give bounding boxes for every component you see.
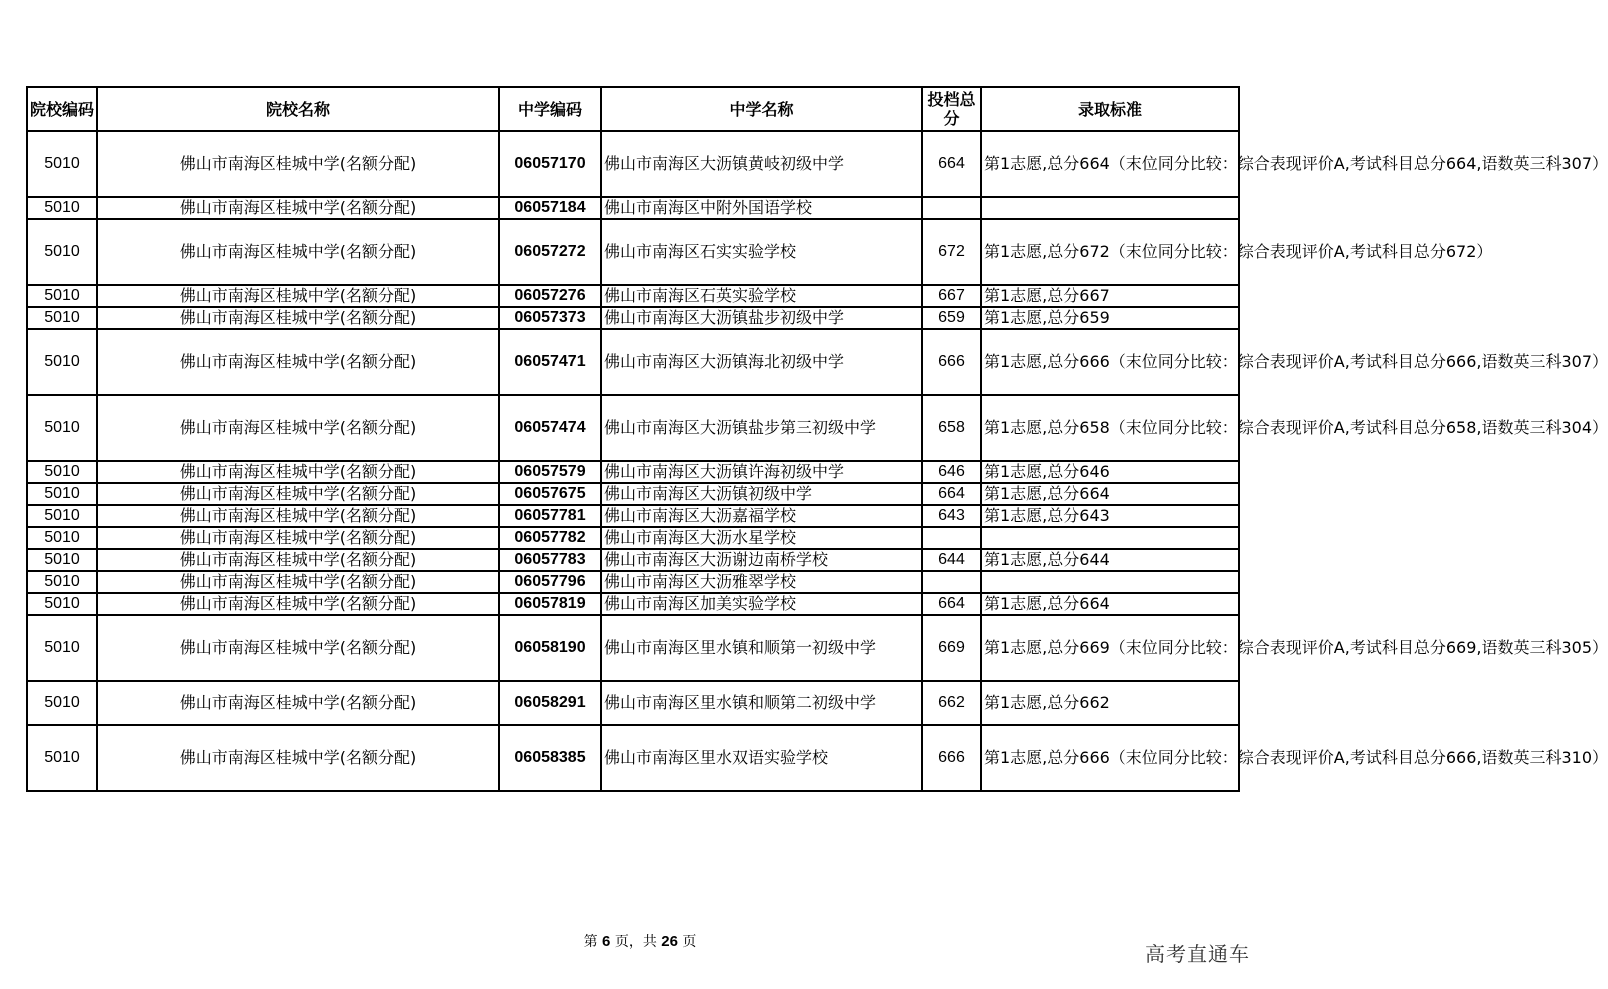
header-middle-code: 中学编码 [499,87,601,131]
table-row [27,395,1239,461]
cell-middle-code: 06057474 [499,395,601,461]
cell-total-score: 664 [922,593,981,615]
cell-college-name: 佛山市南海区桂城中学(名额分配) [97,725,499,791]
cell-standard: 第1志愿,总分666（末位同分比较：综合表现评价A,考试科目总分666,语数英三科310） [981,725,1239,791]
cell-middle-code: 06057781 [499,505,601,527]
cell-middle-name: 佛山市南海区里水镇和顺第二初级中学 [601,681,922,725]
footer-current-page: 6 [602,933,611,950]
cell-middle-code: 06058190 [499,615,601,681]
cell-middle-code: 06057471 [499,329,601,395]
table-row [27,483,1239,505]
cell-middle-name: 佛山市南海区大沥镇黄岐初级中学 [601,131,922,197]
cell-college-code: 5010 [27,549,97,571]
cell-college-name: 佛山市南海区桂城中学(名额分配) [97,285,499,307]
cell-middle-name: 佛山市南海区大沥嘉福学校 [601,505,922,527]
footer-total-pages: 26 [661,933,678,950]
cell-standard: 第1志愿,总分658（末位同分比较：综合表现评价A,考试科目总分658,语数英三科304） [981,395,1239,461]
cell-college-code: 5010 [27,571,97,593]
cell-middle-code: 06057170 [499,131,601,197]
table-row [27,505,1239,527]
cell-middle-name: 佛山市南海区里水镇和顺第一初级中学 [601,615,922,681]
cell-middle-name: 佛山市南海区石实实验学校 [601,219,922,285]
table-row [27,329,1239,395]
cell-total-score: 669 [922,615,981,681]
cell-standard [981,197,1239,219]
footer-middle: 页，共 [610,934,662,950]
cell-college-name: 佛山市南海区桂城中学(名额分配) [97,329,499,395]
cell-total-score: 659 [922,307,981,329]
cell-standard: 第1志愿,总分644 [981,549,1239,571]
cell-standard: 第1志愿,总分664（末位同分比较：综合表现评价A,考试科目总分664,语数英三科307） [981,131,1239,197]
cell-total-score: 672 [922,219,981,285]
cell-middle-code: 06057782 [499,527,601,549]
cell-college-code: 5010 [27,285,97,307]
cell-middle-name: 佛山市南海区大沥镇盐步第三初级中学 [601,395,922,461]
cell-middle-name: 佛山市南海区大沥水星学校 [601,527,922,549]
cell-total-score: 662 [922,681,981,725]
footer-prefix: 第 [583,934,603,950]
cell-college-name: 佛山市南海区桂城中学(名额分配) [97,505,499,527]
cell-standard: 第1志愿,总分646 [981,461,1239,483]
cell-college-code: 5010 [27,615,97,681]
cell-college-name: 佛山市南海区桂城中学(名额分配) [97,307,499,329]
cell-college-name: 佛山市南海区桂城中学(名额分配) [97,219,499,285]
header-standard: 录取标准 [981,87,1239,131]
cell-total-score: 644 [922,549,981,571]
cell-standard: 第1志愿,总分667 [981,285,1239,307]
cell-middle-code: 06058291 [499,681,601,725]
cell-college-code: 5010 [27,329,97,395]
cell-middle-code: 06057579 [499,461,601,483]
cell-college-code: 5010 [27,725,97,791]
cell-total-score: 667 [922,285,981,307]
cell-middle-name: 佛山市南海区大沥雅翠学校 [601,571,922,593]
cell-total-score: 643 [922,505,981,527]
cell-standard [981,527,1239,549]
table-row [27,197,1239,219]
cell-college-name: 佛山市南海区桂城中学(名额分配) [97,549,499,571]
cell-college-code: 5010 [27,395,97,461]
cell-middle-code: 06058385 [499,725,601,791]
cell-middle-code: 06057184 [499,197,601,219]
cell-college-code: 5010 [27,593,97,615]
page-footer [0,931,1280,951]
cell-standard: 第1志愿,总分666（末位同分比较：综合表现评价A,考试科目总分666,语数英三科307） [981,329,1239,395]
cell-total-score [922,197,981,219]
cell-college-name: 佛山市南海区桂城中学(名额分配) [97,461,499,483]
table-row [27,527,1239,549]
cell-standard: 第1志愿,总分662 [981,681,1239,725]
cell-college-name: 佛山市南海区桂城中学(名额分配) [97,681,499,725]
header-middle-name: 中学名称 [601,87,922,131]
table-row [27,681,1239,725]
cell-college-code: 5010 [27,307,97,329]
cell-standard: 第1志愿,总分664 [981,483,1239,505]
cell-total-score: 666 [922,725,981,791]
cell-middle-name: 佛山市南海区石英实验学校 [601,285,922,307]
cell-total-score: 666 [922,329,981,395]
table-row [27,131,1239,197]
cell-standard: 第1志愿,总分659 [981,307,1239,329]
table-row [27,549,1239,571]
cell-college-code: 5010 [27,197,97,219]
footer-suffix: 页 [677,934,697,950]
cell-college-name: 佛山市南海区桂城中学(名额分配) [97,131,499,197]
cell-college-name: 佛山市南海区桂城中学(名额分配) [97,527,499,549]
cell-college-code: 5010 [27,527,97,549]
cell-middle-code: 06057373 [499,307,601,329]
cell-college-name: 佛山市南海区桂城中学(名额分配) [97,483,499,505]
cell-middle-name: 佛山市南海区大沥镇许海初级中学 [601,461,922,483]
cell-total-score [922,571,981,593]
cell-total-score: 664 [922,131,981,197]
watermark-text: 高考直通车 [1145,942,1250,966]
cell-total-score: 664 [922,483,981,505]
cell-middle-code: 06057783 [499,549,601,571]
cell-total-score [922,527,981,549]
cell-college-code: 5010 [27,505,97,527]
table-row [27,461,1239,483]
cell-middle-name: 佛山市南海区里水双语实验学校 [601,725,922,791]
header-total-score: 投档总分 [922,87,981,131]
cell-college-name: 佛山市南海区桂城中学(名额分配) [97,593,499,615]
cell-college-name: 佛山市南海区桂城中学(名额分配) [97,197,499,219]
cell-total-score: 646 [922,461,981,483]
cell-standard: 第1志愿,总分643 [981,505,1239,527]
cell-standard: 第1志愿,总分669（末位同分比较：综合表现评价A,考试科目总分669,语数英三科305） [981,615,1239,681]
header-college-code: 院校编码 [27,87,97,131]
cell-college-name: 佛山市南海区桂城中学(名额分配) [97,395,499,461]
table-body [27,131,1608,791]
table-row [27,593,1239,615]
cell-middle-code: 06057819 [499,593,601,615]
header-college-name: 院校名称 [97,87,499,131]
cell-college-code: 5010 [27,483,97,505]
admission-table [26,86,1608,792]
cell-middle-name: 佛山市南海区加美实验学校 [601,593,922,615]
cell-middle-name: 佛山市南海区大沥镇盐步初级中学 [601,307,922,329]
cell-middle-name: 佛山市南海区大沥镇海北初级中学 [601,329,922,395]
cell-college-name: 佛山市南海区桂城中学(名额分配) [97,615,499,681]
table-row [27,219,1239,285]
cell-college-code: 5010 [27,219,97,285]
cell-college-code: 5010 [27,131,97,197]
cell-middle-code: 06057796 [499,571,601,593]
cell-standard: 第1志愿,总分664 [981,593,1239,615]
cell-middle-code: 06057272 [499,219,601,285]
table-row [27,725,1239,791]
cell-college-code: 5010 [27,461,97,483]
cell-college-code: 5010 [27,681,97,725]
cell-total-score: 658 [922,395,981,461]
table-header-row [27,87,1239,131]
table-row [27,571,1239,593]
table-row [27,285,1239,307]
cell-middle-name: 佛山市南海区大沥谢边南桥学校 [601,549,922,571]
cell-college-name: 佛山市南海区桂城中学(名额分配) [97,571,499,593]
table-row [27,615,1239,681]
cell-middle-code: 06057276 [499,285,601,307]
cell-standard: 第1志愿,总分672（末位同分比较：综合表现评价A,考试科目总分672） [981,219,1239,285]
table-row [27,307,1239,329]
cell-middle-name: 佛山市南海区中附外国语学校 [601,197,922,219]
cell-standard [981,571,1239,593]
cell-middle-code: 06057675 [499,483,601,505]
cell-middle-name: 佛山市南海区大沥镇初级中学 [601,483,922,505]
